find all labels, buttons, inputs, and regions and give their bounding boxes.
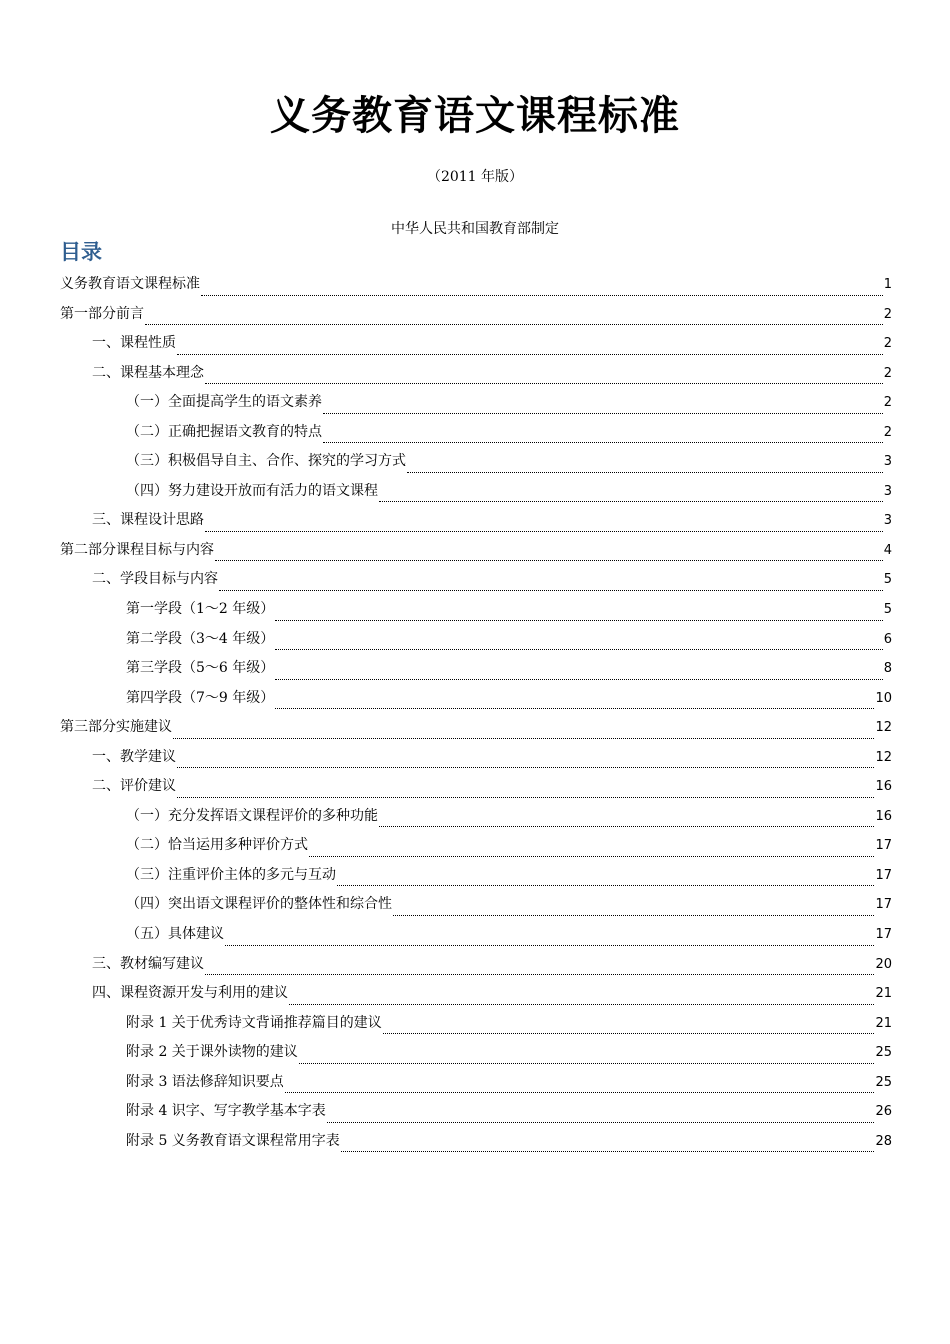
toc-entry-label: 二、评价建议 xyxy=(92,778,176,795)
toc-entry-label: 三、教材编写建议 xyxy=(92,955,204,972)
toc-entry-page-number: 1 xyxy=(883,277,892,292)
toc-entry-label: 第一学段（1～2 年级） xyxy=(126,601,275,618)
toc-entry-label: （二）正确把握语文教育的特点 xyxy=(126,423,322,440)
toc-entry-page-number: 6 xyxy=(883,631,892,647)
toc-entry[interactable] xyxy=(60,329,892,359)
toc-dot-leader xyxy=(205,382,883,384)
toc-entry[interactable] xyxy=(60,890,892,920)
toc-entry[interactable] xyxy=(60,831,892,861)
toc-entry-label: 第一部分前言 xyxy=(60,305,144,322)
publisher-label: 中华人民共和国教育部制定 xyxy=(391,221,559,237)
toc-entry[interactable] xyxy=(60,506,892,536)
toc-entry[interactable] xyxy=(60,565,892,595)
toc-entry-label: 三、课程设计思路 xyxy=(92,512,204,529)
toc-entry-page-number: 2 xyxy=(883,306,892,322)
toc-entry-page-number: 5 xyxy=(883,572,892,588)
toc-entry[interactable] xyxy=(60,654,892,684)
toc-entry-page-number: 5 xyxy=(883,602,892,618)
toc-entry[interactable] xyxy=(60,1038,892,1068)
toc-entry-label: （二）恰当运用多种评价方式 xyxy=(126,837,308,854)
toc-dot-leader xyxy=(205,530,883,532)
toc-entry-page-number: 25 xyxy=(875,1045,892,1061)
toc-entry-label: 二、课程基本理念 xyxy=(92,364,204,381)
toc-entry-page-number: 17 xyxy=(875,897,892,913)
toc-entry-label: 第三学段（5～6 年级） xyxy=(126,660,275,677)
toc-entry[interactable] xyxy=(60,300,892,330)
toc-entry[interactable] xyxy=(60,536,892,566)
toc-entry-label: 第三部分实施建议 xyxy=(60,719,172,736)
toc-dot-leader xyxy=(275,648,882,650)
toc-entry-label: （四）努力建设开放而有活力的语文课程 xyxy=(126,482,378,499)
toc-entry-label: 附录 4 识字、写字教学基本字表 xyxy=(126,1103,326,1120)
toc-entry-page-number: 21 xyxy=(875,986,892,1002)
toc-entry-label: 第四学段（7～9 年级） xyxy=(126,689,275,706)
toc-dot-leader xyxy=(205,973,874,975)
toc-dot-leader xyxy=(309,855,874,857)
toc-entry-page-number: 25 xyxy=(875,1074,892,1090)
toc-entry[interactable] xyxy=(60,359,892,389)
toc-dot-leader xyxy=(215,559,883,561)
toc-entry-label: （一）全面提高学生的语文素养 xyxy=(126,394,322,411)
toc-entry-label: （三）积极倡导自主、合作、探究的学习方式 xyxy=(126,453,406,470)
edition-label: （2011 年版） xyxy=(426,169,524,185)
toc-entry-page-number: 12 xyxy=(875,720,892,736)
toc-entry[interactable] xyxy=(60,772,892,802)
toc-entry-label: 附录 1 关于优秀诗文背诵推荐篇目的建议 xyxy=(126,1014,382,1031)
toc-dot-leader xyxy=(275,619,882,621)
toc-dot-leader xyxy=(219,589,883,591)
toc-dot-leader xyxy=(379,500,883,502)
toc-entry[interactable] xyxy=(60,1097,892,1127)
toc-entry[interactable] xyxy=(60,418,892,448)
toc-entry-page-number: 16 xyxy=(875,808,892,824)
toc-entry-page-number: 17 xyxy=(875,838,892,854)
toc-dot-leader xyxy=(275,707,874,709)
toc-entry[interactable] xyxy=(60,920,892,950)
toc-dot-leader xyxy=(289,1003,874,1005)
toc-entry-label: 第二部分课程目标与内容 xyxy=(60,541,214,558)
toc-entry-page-number: 2 xyxy=(883,395,892,411)
toc-dot-leader xyxy=(177,353,883,355)
toc-entry[interactable] xyxy=(60,1068,892,1098)
toc-entry[interactable] xyxy=(60,861,892,891)
toc-entry-label: 义务教育语文课程标准 xyxy=(60,276,200,292)
toc-dot-leader xyxy=(323,441,883,443)
toc-entry-page-number: 12 xyxy=(875,749,892,765)
toc-dot-leader xyxy=(299,1062,875,1064)
toc-dot-leader xyxy=(393,914,874,916)
toc-entry[interactable] xyxy=(60,950,892,980)
toc-entry[interactable] xyxy=(60,270,892,300)
toc-entry-label: （四）突出语文课程评价的整体性和综合性 xyxy=(126,896,392,913)
toc-entry[interactable] xyxy=(60,1009,892,1039)
toc-entry[interactable] xyxy=(60,979,892,1009)
toc-dot-leader xyxy=(407,471,883,473)
toc-dot-leader xyxy=(225,944,874,946)
toc-entry-label: 一、教学建议 xyxy=(92,748,176,765)
toc-dot-leader xyxy=(201,294,883,296)
toc-dot-leader xyxy=(173,737,874,739)
toc-dot-leader xyxy=(379,825,874,827)
toc-entry-page-number: 2 xyxy=(883,365,892,381)
toc-entry-page-number: 28 xyxy=(875,1133,892,1149)
toc-entry-label: （五）具体建议 xyxy=(126,926,224,943)
toc-entry[interactable] xyxy=(60,477,892,507)
toc-dot-leader xyxy=(337,884,874,886)
toc-entry-page-number: 16 xyxy=(875,779,892,795)
toc-entry-label: （三）注重评价主体的多元与互动 xyxy=(126,866,336,883)
toc-dot-leader xyxy=(145,323,883,325)
toc-entry-page-number: 26 xyxy=(875,1104,892,1120)
toc-entry-page-number: 21 xyxy=(875,1015,892,1031)
toc-entry[interactable] xyxy=(60,1127,892,1157)
toc-entry-label: 第二学段（3～4 年级） xyxy=(126,630,275,647)
toc-dot-leader xyxy=(275,678,882,680)
toc-entry[interactable] xyxy=(60,625,892,655)
toc-entry-label: 附录 5 义务教育语文课程常用字表 xyxy=(126,1132,340,1149)
toc-entry-label: 四、课程资源开发与利用的建议 xyxy=(92,985,288,1002)
document-title: 义务教育语文课程标准 xyxy=(270,93,680,139)
toc-entry-page-number: 17 xyxy=(875,927,892,943)
toc-entry[interactable] xyxy=(60,743,892,773)
toc-entry[interactable] xyxy=(60,684,892,714)
toc-entry-page-number: 2 xyxy=(883,424,892,440)
toc-entry-page-number: 2 xyxy=(883,336,892,352)
toc-entry-page-number: 4 xyxy=(883,542,892,558)
toc-entry-label: 二、学段目标与内容 xyxy=(92,571,218,588)
toc-entry-label: 一、课程性质 xyxy=(92,335,176,352)
toc-entry-page-number: 3 xyxy=(883,483,892,499)
toc-dot-leader xyxy=(341,1150,875,1152)
toc-entry[interactable] xyxy=(60,447,892,477)
toc-dot-leader xyxy=(285,1091,875,1093)
toc-entry[interactable] xyxy=(60,713,892,743)
toc-entry[interactable] xyxy=(60,802,892,832)
toc-entry-page-number: 3 xyxy=(883,454,892,470)
toc-dot-leader xyxy=(383,1032,875,1034)
toc-entry[interactable] xyxy=(60,388,892,418)
toc-entry-label: （一）充分发挥语文课程评价的多种功能 xyxy=(126,807,378,824)
toc-entry-page-number: 17 xyxy=(875,867,892,883)
toc-entry-label: 附录 3 语法修辞知识要点 xyxy=(126,1073,284,1090)
toc-entry-page-number: 8 xyxy=(883,661,892,677)
toc-entry-label: 附录 2 关于课外读物的建议 xyxy=(126,1044,298,1061)
toc-entry-page-number: 20 xyxy=(875,956,892,972)
toc-entry-page-number: 3 xyxy=(883,513,892,529)
toc-dot-leader xyxy=(327,1121,875,1123)
toc-dot-leader xyxy=(323,412,883,414)
toc-dot-leader xyxy=(177,766,874,768)
toc-heading: 目录 xyxy=(60,240,102,264)
toc-dot-leader xyxy=(177,796,874,798)
toc-entry-page-number: 10 xyxy=(875,690,892,706)
toc-entry[interactable] xyxy=(60,595,892,625)
table-of-contents xyxy=(60,270,892,1156)
